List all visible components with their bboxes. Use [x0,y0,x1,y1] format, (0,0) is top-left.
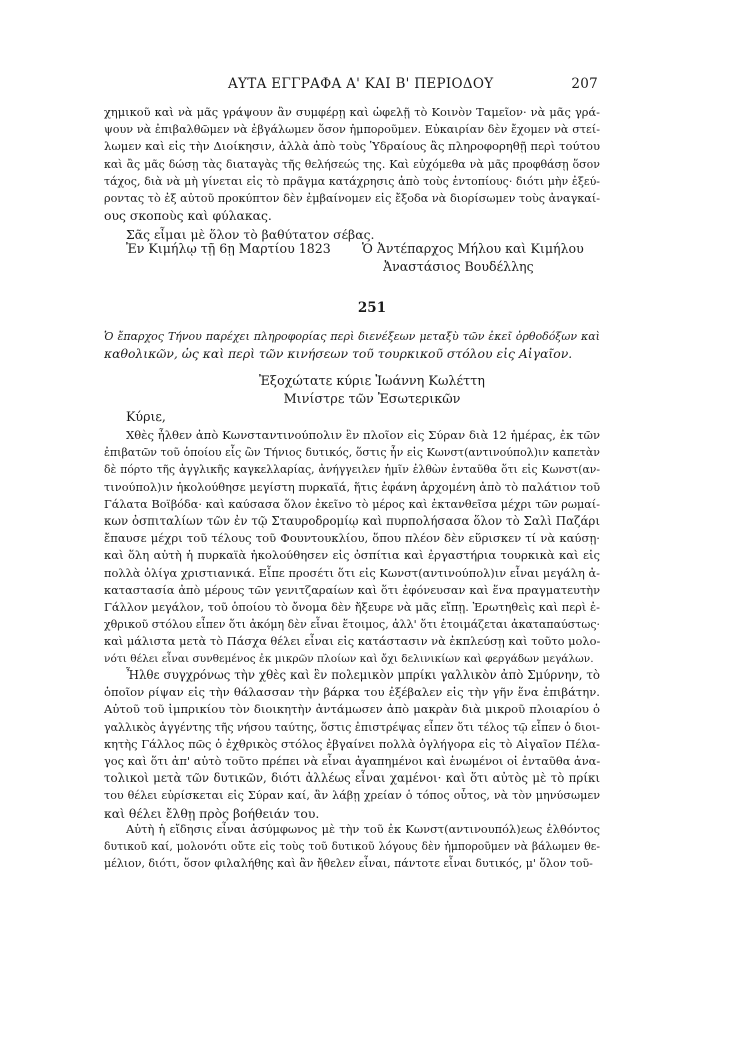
document-summary [104,328,600,362]
text-line: λωμεν καὶ εἰς τὴν Διοίκησιν, ἀλλὰ ἀπὸ τοὺς Ὑδραίους ἂς πληροφορηθῇ περὶ τούτου [104,139,600,154]
text-line: χημικοῦ καὶ νὰ μᾶς γράψουν ἂν συμφέρῃ καὶ ὠφελῇ τὸ Κοινὸν Ταμεῖον· νὰ μᾶς γρά- [104,105,600,119]
text-line: ὁποῖον ρίψαν εἰς τὴν θάλασσαν τὴν βάρκα του ἐξέβαλεν εἰς τὴν γῆν ἕνα ἐπιβάτην. [104,685,600,700]
address-line-1: Ἐξοχώτατε κύριε Ἰωάννη Κωλέττη [259,374,485,389]
text-line: δὲ πόρτο τῆς ἀγγλικῆς καγκελλαρίας, ἀνήγγειλεν ἡμῖν ἐλθὼν ἐνταῦθα ὅτι εἰς Κωνστ(αν- [104,463,600,477]
text-line: καθολικῶν, ὡς καὶ περὶ τῶν κινήσεων τοῦ τουρκικοῦ στόλου εἰς Αἰγαῖον. [104,346,573,362]
place-date: Ἐν Κιμήλῳ τῇ 6ῃ Μαρτίου 1823 [126,241,331,256]
text-line: Γάλλον μεγάλον, τοῦ ὁποίου τὸ ὄνομα δὲν ἤξευρε νὰ μᾶς εἴπῃ. Ἐρωτηθεὶς καὶ περὶ ἐ- [104,600,600,615]
text-line: κητὴς Γάλλος πῶς ὁ ἐχθρικὸς στόλος ἐβγαίνει πολλὰ ὀγλήγορα εἰς τὸ Αἰγαῖον Πέλα- [104,736,600,751]
text-line: νότι θέλει εἶναι συνθεμένος ἐκ μικρῶν πλοίων καὶ ὄχι δελινικίων καὶ φεργάδων μεγάλων. [104,652,594,665]
text-line: Γάλατα Βοϊβόδα· καὶ καύσασα ὅλον ἐκεῖνο τὸ μέρος καὶ ἐκτανθεῖσα μέχρι τῶν ρωμαί- [104,497,600,511]
address-line-2: Μινίστρε τῶν Ἐσωτερικῶν [283,392,461,407]
text-line: κων ὀσπιταλίων τῶν ἐν τῷ Σταυροδρομίῳ καὶ πυρπολήσασα ὅλον τὸ Σαλὶ Παζάρι [104,514,600,529]
text-line: καὶ μάλιστα μετὰ τὸ Πάσχα θέλει εἶναι εἰς κατάστασιν νὰ ἐκπλεύσῃ καὶ τοῦτο μολο- [104,634,601,649]
text-line: καὶ θέλει ἔλθῃ πρὸς βοήθειάν του. [104,805,320,821]
text-line: ους σκοποὺς καὶ φύλακας. [104,208,272,224]
text-line: ροντας τὸ ἐξ αὐτοῦ προκύπτον δὲν ἐμβαίνομεν εἰς ἔξοδα νὰ διορίσωμεν τοὺς ἀναγκαί- [104,192,600,206]
salutation: Κύριε, [126,409,166,424]
text-line: ψουν νὰ ἐπιβαλθῶμεν νὰ ἐβγάλωμεν ὅσον ἠμποροῦμεν. Εὐκαιρίαν δὲν ἔχομεν νὰ στεί- [104,123,600,137]
text-line: Ἦλθε συγχρόνως τὴν χθὲς καὶ ἓν πολεμικὸν μπρίκι γαλλικὸν ἀπὸ Σμύρνην, τὸ [126,668,600,682]
closing-line: Σᾶς εἶμαι μὲ ὅλον τὸ βαθύτατον σέβας. [126,227,375,242]
text-line: τολικοὶ μετὰ τῶν δυτικῶν, διότι ἀλλέως εἶναι χαμένοι· καὶ ὅτι αὐτὸς μὲ τὸ πρίκι [104,771,600,786]
text-line: Χθὲς ἦλθεν ἀπὸ Κωνσταντινούπολιν ἓν πλοῖον εἰς Σύραν διὰ 12 ἡμέρας, ἐκ τῶν [126,428,600,442]
page-number: 207 [571,76,598,92]
body-paragraph-1 [104,427,600,668]
text-line: γος καὶ ὅτι ἀπ' αὐτὸ τοῦτο πρέπει νὰ εἶναι ἀγαπημένοι καὶ ἑνωμένοι οἱ ἐνταῦθα ἀνα- [104,754,601,769]
text-line: καὶ ἂς μᾶς δώσῃ τὰς διαταγὰς τῆς θελήσεώς της. Καὶ εὐχόμεθα νὰ μᾶς προφθάσῃ ὅσον [104,157,600,171]
text-line: τινούπολ)ιν ἠκολούθησε μεγίστη πυρκαϊά, ἥτις ἐφάνη ἀρχομένη ἀπὸ τὸ παλάτιον τοῦ [104,479,601,494]
text-line: Αὐτὴ ἡ εἴδησις εἶναι ἀσύμφωνος μὲ τὴν τοῦ ἐκ Κωνστ(αντινουπόλ)εως ἐλθόντος [126,822,600,836]
text-line: γαλλικὸς ἀγγέντης τῆς νήσου ταύτης, ὅστις ἐπιστρέψας εἶπεν ὅτι τέλος τῷ εἶπεν ὁ διοι- [104,720,600,734]
address-block [0,373,744,409]
body-paragraph-2 [104,667,600,822]
text-line: χθρικοῦ στόλου εἶπεν ὅτι ἀκόμη δὲν εἶναι ἕτοιμος, ἀλλ' ὅτι ἑτοιμάζεται ἀκαταπαύστως· [104,618,600,632]
body-paragraph-3 [104,821,600,873]
signature-title: Ὁ Ἀντέπαρχος Μήλου καὶ Κιμήλου [362,241,584,256]
signature-name: Ἀναστάσιος Βουδέλλης [383,259,534,274]
top-paragraph [104,104,600,224]
text-line: Αὐτοῦ τοῦ ἰμπρικίου τὸν διοικητὴν ἀντάμωσεν ἀπὸ μακρὰν διὰ μικροῦ πλοιαρίου ὁ [104,702,600,717]
text-line: καταστασία ἀπὸ μέρους τῶν γενιτζαραίων καὶ ὅτι ἐφόνευσαν καὶ ἕνα πραγματευτὴν [104,582,600,597]
text-line: ἔπαυσε μέχρι τοῦ τέλους τοῦ Φουντουκλίου, ὅπου πλέον δὲν εὕρισκεν τί νὰ καύσῃ· [104,531,600,546]
running-header [228,76,598,92]
running-title: ΑΥΤΑ ΕΓΓΡΑΦΑ Α' ΚΑΙ Β' ΠΕΡΙΟΔΟΥ [228,76,494,92]
text-line: καὶ ὅλη αὐτὴ ἡ πυρκαϊὰ ἠκολούθησεν εἰς ὀσπίτια καὶ ἐργαστήρια τουρκικὰ καὶ εἰς [104,548,600,563]
text-line: δυτικοῦ καί, μολονότι οὔτε εἰς τοὺς τοῦ δυτικοῦ λόγους δὲν ἠμποροῦμεν νὰ βάλωμεν θε- [104,840,600,854]
text-line: ἐπιβατῶν τοῦ ὁποίου εἷς ὢν Τήνιος δυτικός, ὅστις ἦν εἰς Κωνστ(αντινούπολ)ιν καπετὰν [104,446,600,460]
text-line: τάχος, διὰ νὰ μὴ γίνεται εἰς τὸ πρᾶγμα κατάχρησις ἀπὸ τοὺς ἐντοπίους· διότι μὴν ἐξεύ- [104,174,600,188]
text-line: μέλιον, διότι, ὅσον φιλαλήθης καὶ ἂν ἤθελεν εἶναι, πάντοτε εἶναι δυτικός, μ' ὅλον τοῦ- [104,857,593,871]
text-line: πολλὰ ὀλίγα χριστιανικά. Εἶπε προσέτι ὅτι εἰς Κωνστ(αντινούπολ)ιν εἶναι μεγάλη ἀ- [104,565,600,580]
document-number: 251 [357,300,387,316]
text-line: του θέλει εὑρίσκεται εἰς Σύραν καί, ἂν λάβῃ χρείαν ὁ τόπος οὗτος, νὰ τὸν μηνύσωμεν [104,789,600,803]
text-line: Ὁ ἔπαρχος Τήνου παρέχει πληροφορίας περὶ διενέξεων μεταξὺ τῶν ἐκεῖ ὀρθοδόξων καὶ [104,330,600,343]
